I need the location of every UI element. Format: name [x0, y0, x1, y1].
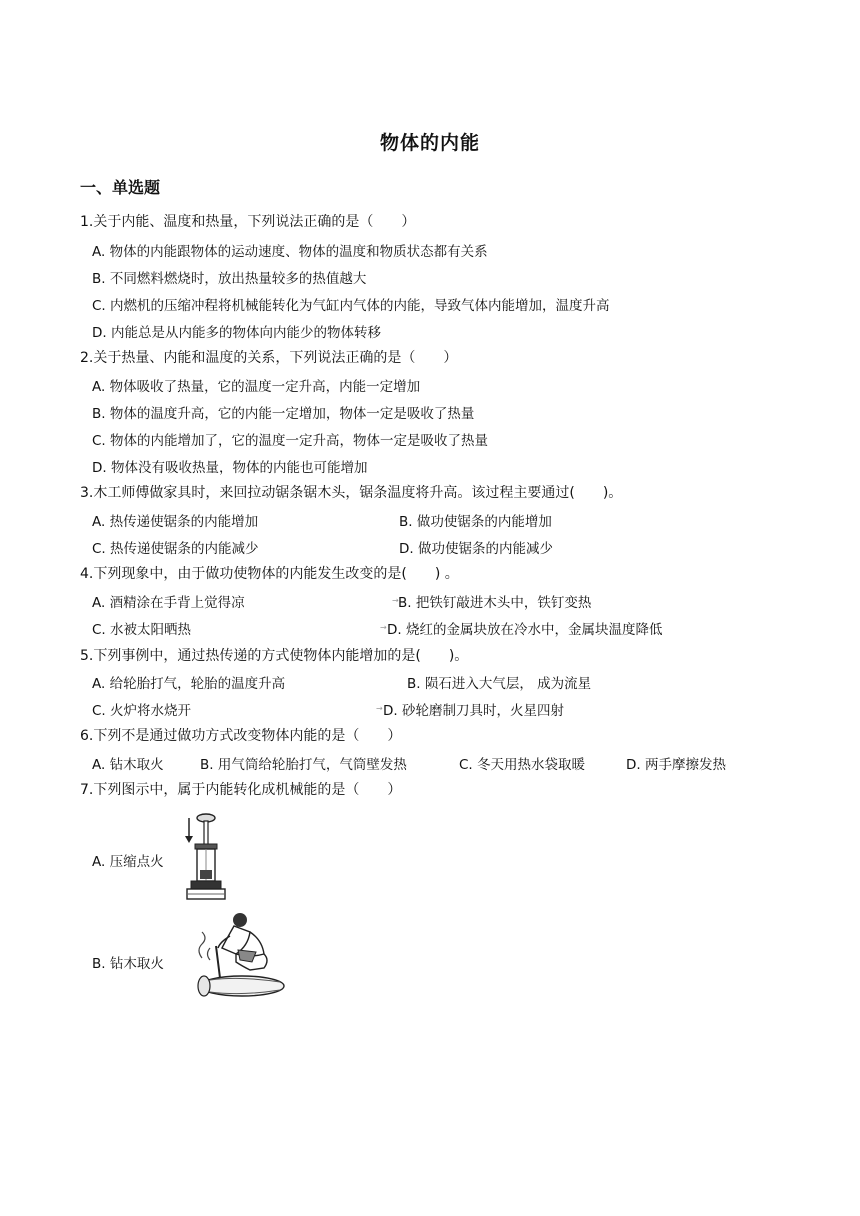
question-2-option-b[interactable]: B. 物体的温度升高，它的内能一定增加，物体一定是吸收了热量 [92, 406, 475, 422]
question-6-option-a[interactable]: A. 钻木取火 [92, 757, 164, 773]
drilling-wood-fire-figure [190, 910, 290, 1002]
question-5-option-c[interactable]: C. 火炉将水烧开 [92, 703, 192, 719]
question-2-option-a[interactable]: A. 物体吸收了热量，它的温度一定升高，内能一定增加 [92, 379, 421, 395]
question-3-option-b[interactable]: B. 做功使锯条的内能增加 [399, 514, 552, 530]
question-3-option-a[interactable]: A. 热传递使锯条的内能增加 [92, 514, 259, 530]
question-1-stem: 1.关于内能、温度和热量，下列说法正确的是（ ） [80, 214, 416, 230]
compression-ignition-figure [180, 810, 228, 902]
question-5-stem: 5.下列事例中，通过热传递的方式使物体内能增加的是( )。 [80, 648, 469, 664]
question-4-option-d[interactable]: D. 烧红的金属块放在冷水中，金属块温度降低 [387, 622, 663, 638]
tab-mark-icon: → [376, 704, 383, 713]
question-7-stem: 7.下列图示中，属于内能转化成机械能的是（ ） [80, 782, 402, 798]
question-6-option-b[interactable]: B. 用气筒给轮胎打气，气筒壁发热 [200, 757, 407, 773]
question-3-option-d[interactable]: D. 做功使锯条的内能减少 [399, 541, 553, 557]
question-4-option-c[interactable]: C. 水被太阳晒热 [92, 622, 192, 638]
question-4-option-b[interactable]: B. 把铁钉敲进木头中，铁钉变热 [398, 595, 592, 611]
question-4-option-a[interactable]: A. 酒精涂在手背上觉得凉 [92, 595, 245, 611]
question-5-option-a[interactable]: A. 给轮胎打气，轮胎的温度升高 [92, 676, 286, 692]
question-6-stem: 6.下列不是通过做功方式改变物体内能的是（ ） [80, 728, 402, 744]
question-6-option-c[interactable]: C. 冬天用热水袋取暖 [459, 757, 586, 773]
question-5-option-d[interactable]: D. 砂轮磨制刀具时，火星四射 [383, 703, 564, 719]
question-1-option-c[interactable]: C. 内燃机的压缩冲程将机械能转化为气缸内气体的内能，导致气体内能增加，温度升高 [92, 298, 610, 314]
question-2-option-c[interactable]: C. 物体的内能增加了，它的温度一定升高，物体一定是吸收了热量 [92, 433, 489, 449]
question-6-option-d[interactable]: D. 两手摩擦发热 [626, 757, 726, 773]
tab-mark-icon: → [392, 596, 399, 605]
question-3-option-c[interactable]: C. 热传递使锯条的内能减少 [92, 541, 259, 557]
section-heading: 一、单选题 [80, 178, 161, 197]
question-5-option-b[interactable]: B. 陨石进入大气层， 成为流星 [407, 676, 592, 692]
question-2-option-d[interactable]: D. 物体没有吸收热量，物体的内能也可能增加 [92, 460, 368, 476]
page-title: 物体的内能 [379, 132, 480, 154]
question-1-option-d[interactable]: D. 内能总是从内能多的物体向内能少的物体转移 [92, 325, 381, 341]
question-7-option-b[interactable]: B. 钻木取火 [92, 956, 164, 972]
tab-mark-icon: → [380, 623, 387, 632]
question-4-stem: 4.下列现象中，由于做功使物体的内能发生改变的是( ) 。 [80, 566, 459, 582]
question-2-stem: 2.关于热量、内能和温度的关系，下列说法正确的是（ ） [80, 350, 458, 366]
question-3-stem: 3.木工师傅做家具时，来回拉动锯条锯木头，锯条温度将升高。该过程主要通过( )。 [80, 485, 623, 501]
question-1-option-a[interactable]: A. 物体的内能跟物体的运动速度、物体的温度和物质状态都有关系 [92, 244, 488, 260]
question-1-option-b[interactable]: B. 不同燃料燃烧时，放出热量较多的热值越大 [92, 271, 367, 287]
question-7-option-a[interactable]: A. 压缩点火 [92, 854, 164, 870]
